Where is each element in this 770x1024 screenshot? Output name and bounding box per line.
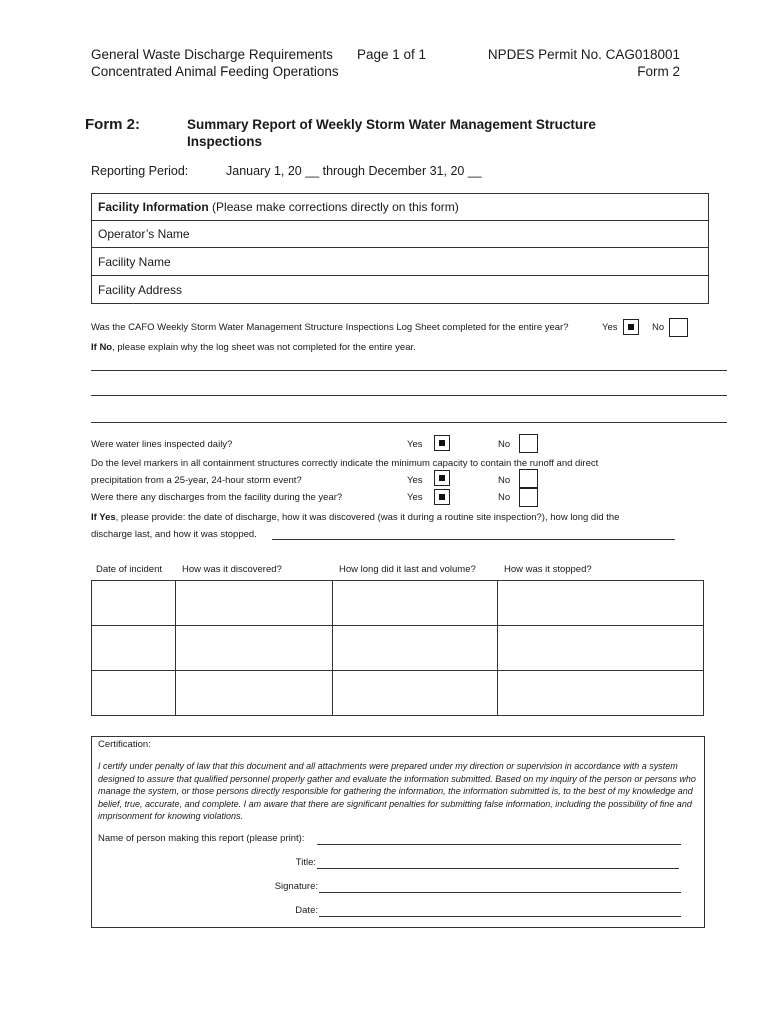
- level-markers-question-line1: Do the level markers in all containment structures correctly indicate the minimum capacity to contain the runoff and direct: [91, 458, 599, 469]
- water-lines-no-checkbox[interactable]: [519, 434, 538, 453]
- table-cell[interactable]: [92, 626, 176, 671]
- table-cell[interactable]: [333, 581, 498, 626]
- certification-label: Certification:: [98, 739, 151, 750]
- facility-info-title: Facility Information: [98, 200, 209, 214]
- col-header-stopped: How was it stopped?: [504, 564, 592, 575]
- discharges-question: Were there any discharges from the facility during the year?: [91, 492, 343, 503]
- facility-info-note: (Please make corrections directly on this form): [212, 200, 459, 214]
- facility-address-field[interactable]: Facility Address: [92, 275, 708, 304]
- date-label: Date:: [295, 905, 318, 916]
- log-explain-prompt: [91, 342, 416, 353]
- reporting-period-value: January 1, 20 __ through December 31, 20 __: [226, 164, 482, 178]
- discharges-no-checkbox[interactable]: [519, 488, 538, 507]
- explanation-line-1[interactable]: [91, 370, 727, 371]
- header-left-line1: General Waste Discharge Requirements: [91, 47, 333, 62]
- name-field[interactable]: [317, 844, 681, 845]
- permit-number: NPDES Permit No. CAG018001: [487, 47, 680, 62]
- name-label: Name of person making this report (please print):: [98, 833, 305, 844]
- signature-label: Signature:: [274, 881, 318, 892]
- water-lines-yes-label: Yes: [407, 439, 423, 450]
- title-field[interactable]: [317, 868, 679, 869]
- level-markers-yes-checkbox[interactable]: [434, 470, 450, 486]
- form-number: Form 2:: [85, 116, 141, 133]
- water-lines-question: Were water lines inspected daily?: [91, 439, 233, 450]
- date-field[interactable]: [319, 916, 681, 917]
- table-cell[interactable]: [333, 671, 498, 716]
- table-cell[interactable]: [92, 671, 176, 716]
- page-number: Page 1 of 1: [357, 47, 427, 62]
- log-no-label: No: [652, 322, 665, 333]
- table-cell[interactable]: [176, 626, 333, 671]
- col-header-date: Date of incident: [96, 564, 163, 575]
- discharge-instructions-bold: If Yes: [91, 512, 116, 523]
- header-left-line2: Concentrated Animal Feeding Operations: [91, 64, 339, 79]
- discharge-instructions-line2: discharge last, and how it was stopped.: [91, 529, 257, 540]
- level-markers-no-checkbox[interactable]: [519, 469, 538, 488]
- log-explain-bold: If No: [91, 342, 113, 353]
- log-sheet-question: Was the CAFO Weekly Storm Water Management Structure Inspections Log Sheet completed for the entire year?: [91, 322, 569, 333]
- col-header-discovered: How was it discovered?: [182, 564, 282, 575]
- discharges-yes-label: Yes: [407, 492, 423, 503]
- log-yes-label: Yes: [602, 322, 618, 333]
- certification-text: I certify under penalty of law that this document and all attachments were prepared under my direction or supervision in accordance with a system designed to assure that qualified personnel properly gather and evaluate the information submitted. Based on my inquiry of the person or persons who manage the system, or those persons directly responsible for gathering the information, the information submitted is, to the best of my knowledge and belief, true, accurate, and complete. I am aware that there are significant penalties for submitting false information, including the possibility of fine and imprisonment for knowing violations.: [98, 761, 696, 821]
- log-yes-checkbox[interactable]: [623, 319, 639, 335]
- discharge-instructions: [91, 512, 619, 523]
- level-markers-no-label: No: [498, 475, 511, 486]
- log-explain-rest: , please explain why the log sheet was not completed for the entire year.: [112, 342, 416, 353]
- table-cell[interactable]: [176, 581, 333, 626]
- certification-box: [91, 736, 705, 928]
- discharges-yes-checkbox[interactable]: [434, 489, 450, 505]
- reporting-period-label: Reporting Period:: [91, 164, 189, 178]
- table-cell[interactable]: [498, 671, 704, 716]
- explanation-line-2[interactable]: [91, 395, 727, 396]
- level-markers-question: precipitation from a 25-year, 24-hour storm event?: [91, 475, 302, 486]
- discharge-instructions-rest: , please provide: the date of discharge, how it was discovered (was it during a routine site inspection?), how long did the: [115, 512, 620, 523]
- table-cell[interactable]: [176, 671, 333, 716]
- page-title: Summary Report of Weekly Storm Water Management Structure: [187, 117, 596, 132]
- facility-info-heading: [92, 194, 708, 220]
- table-cell[interactable]: [92, 581, 176, 626]
- incident-table: [91, 580, 704, 716]
- discharges-no-label: No: [498, 492, 511, 503]
- facility-name-field[interactable]: Facility Name: [92, 247, 708, 275]
- col-header-duration: How long did it last and volume?: [339, 564, 476, 575]
- discharge-answer-line[interactable]: [272, 539, 675, 540]
- water-lines-no-label: No: [498, 439, 511, 450]
- facility-info-box: [91, 193, 709, 304]
- table-row: [92, 626, 704, 671]
- form-label: Form 2: [637, 64, 680, 79]
- explanation-line-3[interactable]: [91, 422, 727, 423]
- table-cell[interactable]: [498, 581, 704, 626]
- page-title-line2: Inspections: [187, 134, 263, 149]
- table-row: [92, 671, 704, 716]
- table-cell[interactable]: [498, 626, 704, 671]
- title-label: Title:: [295, 857, 316, 868]
- signature-field[interactable]: [319, 892, 681, 893]
- table-row: [92, 581, 704, 626]
- water-lines-yes-checkbox[interactable]: [434, 435, 450, 451]
- log-no-checkbox[interactable]: [669, 318, 688, 337]
- table-cell[interactable]: [333, 626, 498, 671]
- level-markers-yes-label: Yes: [407, 475, 423, 486]
- operator-name-field[interactable]: Operator’s Name: [92, 220, 708, 247]
